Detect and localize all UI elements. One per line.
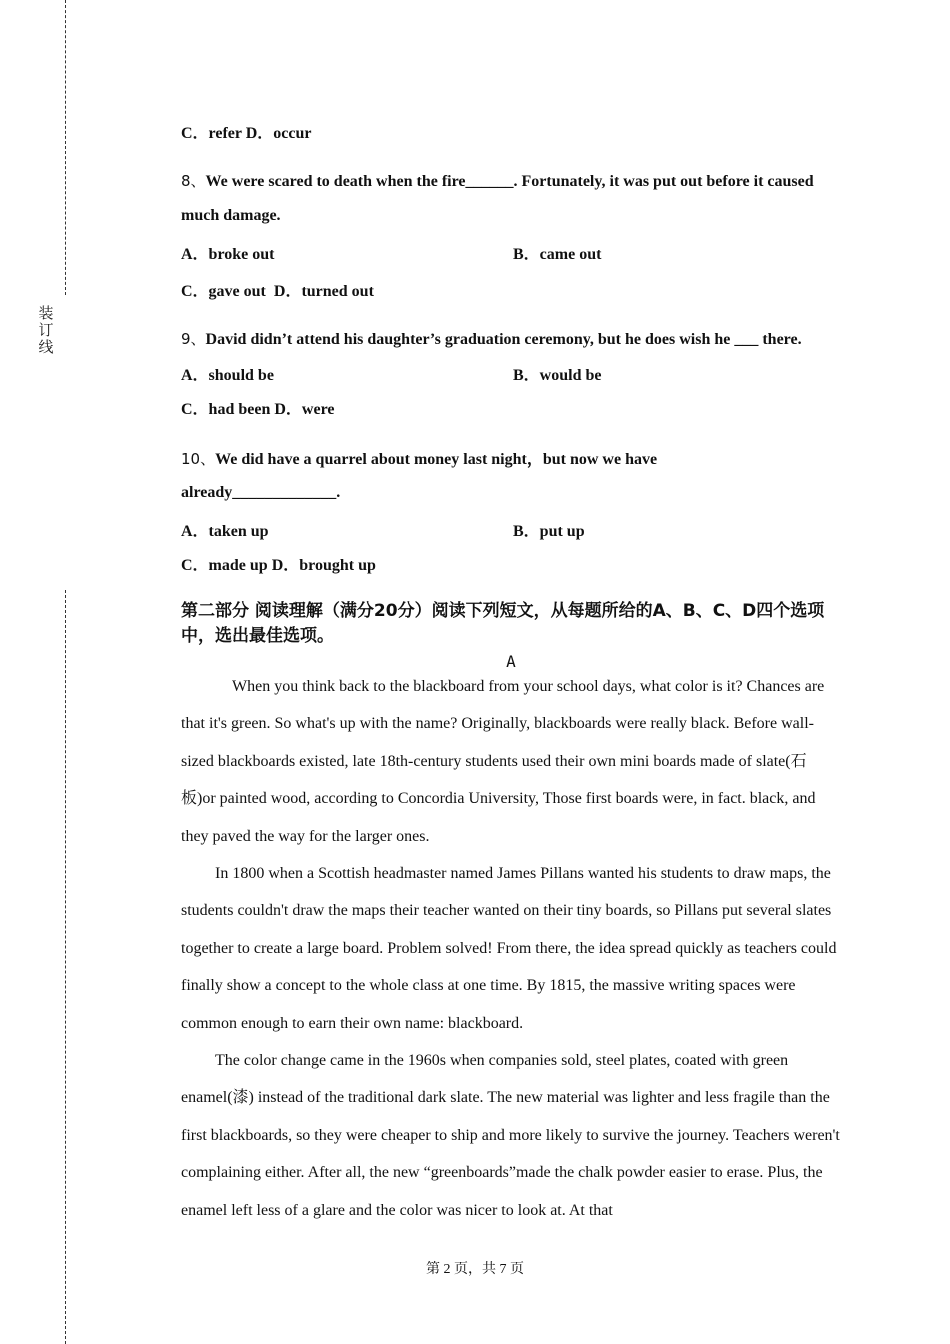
- q8-option-a: A．broke out: [181, 246, 275, 263]
- binding-line-bottom: [65, 590, 66, 1344]
- q10-stem-line2: already_____________.: [181, 484, 341, 501]
- q7-option-d: D．occur: [245, 125, 312, 142]
- q10-options-ab: [181, 518, 841, 541]
- q9-options-cd: [181, 396, 335, 419]
- q8-number: 8、: [181, 172, 206, 190]
- q8-stem-line1: [181, 170, 814, 191]
- paragraph-2: In 1800 when a Scottish headmaster named James Pillans wanted his students to draw maps, the students couldn't draw the maps their teacher wanted on their tiny boards, so Pillans put several slates together to create a large board. Problem solved! From there, the idea spread quickly as teachers could finally show a concept to the whole class at one time. By 1815, the massive writing spaces were common enough to earn their own name: blackboard.: [181, 865, 837, 1032]
- page-footer: 第 2 页，共 7 页: [426, 1262, 524, 1277]
- q9-stem: [181, 328, 802, 349]
- q8-stem-line2: much damage.: [181, 207, 281, 224]
- q8-option-b: B．came out: [513, 246, 602, 263]
- q10-option-d: D．brought up: [271, 557, 376, 574]
- q9-option-c: C．had been: [181, 401, 271, 418]
- q9-stem-text: David didn’t attend his daughter’s graduation ceremony, but he does wish he ___ there.: [205, 331, 802, 348]
- q9-number: 9、: [181, 330, 206, 348]
- q10-number: 10、: [181, 450, 216, 468]
- q8-option-c: C．gave out: [181, 283, 266, 300]
- q8-stem-text: We were scared to death when the fire______. Fortunately, it was put out before it caused: [205, 173, 814, 190]
- q10-option-c: C．made up: [181, 557, 268, 574]
- q10-option-b: B．put up: [513, 523, 585, 540]
- paragraph-3: The color change came in the 1960s when companies sold, steel plates, coated with green enamel(漆) instead of the traditional dark slate. The new material was lighter and less fragile than the first blackboards, so they were cheaper to ship and more likely to survive the journey. Teachers weren't complaining either. After all, the new “greenboards”made the chalk powder easier to erase. Plus, the enamel left less of a glare and the color was nicer to look at. At that: [181, 1052, 840, 1219]
- q7-option-c: C．refer: [181, 125, 242, 142]
- q8-option-d: D．turned out: [273, 283, 374, 300]
- q10-stem-text: We did have a quarrel about money last night，but now we have: [215, 451, 658, 468]
- paragraph-1: When you think back to the blackboard from your school days, what color is it? Chances are that it's green. So what's up with the name? Originally, blackboards were really black. Before wall-sized blackboards existed, late 18th-century students used their own mini boards made of slate(石板)or painted wood, according to Concordia University, Those first boards were, in fact. black, and they paved the way for the larger ones.: [181, 678, 825, 845]
- passage-label: A: [506, 652, 516, 671]
- q10-options-cd: [181, 552, 376, 575]
- section-title: 第二部分 阅读理解（满分20分）阅读下列短文，从每题所给的A、B、C、D四个选项中，选出最佳选项。: [181, 601, 825, 646]
- q10-stem-line1: [181, 446, 657, 469]
- passage-body: [181, 668, 841, 1229]
- q9-option-b: B．would be: [513, 367, 602, 384]
- q7-options-cd: [181, 120, 311, 143]
- binding-line-top: [65, 0, 66, 295]
- q9-options-ab: [181, 362, 841, 385]
- binding-label: 装订线: [38, 304, 54, 356]
- q9-option-a: A．should be: [181, 367, 274, 384]
- q8-options-cd: [181, 278, 374, 301]
- q10-option-a: A．taken up: [181, 523, 269, 540]
- q9-option-d: D．were: [274, 401, 335, 418]
- q8-options-ab: [181, 241, 841, 264]
